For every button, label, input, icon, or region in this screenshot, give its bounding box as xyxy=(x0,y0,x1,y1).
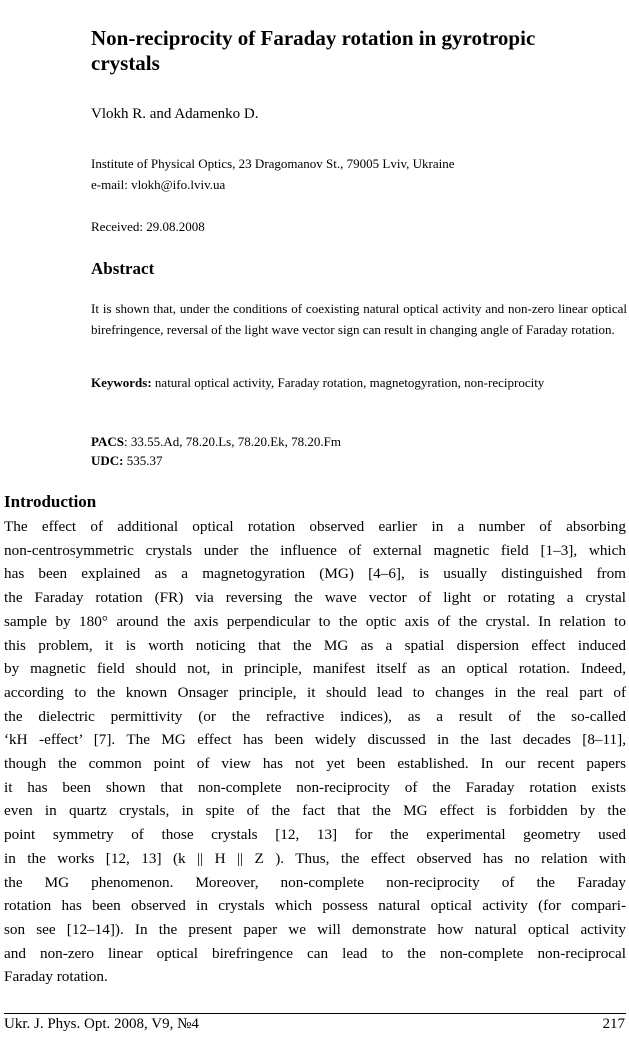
keywords-text: natural optical activity, Faraday rotation, magnetogyration, non-reciprocity xyxy=(151,375,545,390)
intro-line: the dielectric permittivity (or the refractive indices), as a result of the so-called xyxy=(4,707,626,725)
intro-line: by magnetic field should not, in principle, manifest itself as an optical rotation. Indeed, xyxy=(4,660,626,678)
intro-line: has been explained as a magnetogyration (MG) [4–6], is usually distinguished from xyxy=(4,565,626,583)
journal-citation: Ukr. J. Phys. Opt. 2008, V9, №4 xyxy=(4,1016,199,1032)
classification-block xyxy=(91,432,341,470)
affiliation: Institute of Physical Optics, 23 Dragomanov St., 79005 Lviv, Ukraine xyxy=(91,156,455,171)
intro-line: even in quartz crystals, in spite of the fact that the MG effect is forbidden by the xyxy=(4,802,626,820)
pacs-label: PACS xyxy=(91,434,124,449)
keywords xyxy=(91,373,627,393)
intro-line: point symmetry of those crystals [12, 13] for the experimental geometry used xyxy=(4,826,626,844)
intro-line: Faraday rotation. xyxy=(4,968,108,986)
paper-title: Non-reciprocity of Faraday rotation in gyrotropic crystals xyxy=(91,26,536,75)
intro-line: son see [12–14]). In the present paper we will demonstrate how natural optical activity xyxy=(4,920,626,938)
udc-label: UDC: xyxy=(91,453,124,468)
udc-text: 535.37 xyxy=(123,453,163,468)
udc-line xyxy=(91,451,341,470)
page-number: 217 xyxy=(602,1016,625,1032)
affiliation-block xyxy=(91,153,454,195)
intro-line: though the common point of view has not yet been established. In our recent papers xyxy=(4,755,626,773)
received-date: Received: 29.08.2008 xyxy=(91,219,205,234)
abstract-heading: Abstract xyxy=(91,259,155,278)
intro-line: ‘kH -effect’ [7]. The MG effect has been widely discussed in the last decades [8–11], xyxy=(4,731,626,749)
footer-divider xyxy=(4,1013,626,1014)
intro-line: this problem, it is worth noticing that the MG as a spatial dispersion effect induced xyxy=(4,636,626,654)
authors: Vlokh R. and Adamenko D. xyxy=(91,106,259,122)
intro-line: the MG phenomenon. Moreover, non-complete non-reciprocity of the Faraday xyxy=(4,873,626,891)
intro-line: rotation has been observed in crystals which possess natural optical activity (for compari- xyxy=(4,897,626,915)
intro-line: sample by 180° around the axis perpendicular to the optic axis of the crystal. In relation to xyxy=(4,612,626,630)
pacs-text: : 33.55.Ad, 78.20.Ls, 78.20.Ek, 78.20.Fm xyxy=(123,434,342,449)
introduction-heading: Introduction xyxy=(4,492,97,511)
intro-line: and non-zero linear optical birefringence can lead to the non-complete non-reciprocal xyxy=(4,944,626,962)
intro-line: according to the known Onsager principle, it should lead to changes in the real part of xyxy=(4,683,626,701)
abstract-text: It is shown that, under the conditions of coexisting natural optical activity and non-zero linear optical birefringence, reversal of the light wave vector sign can result in changing angle of Faraday rotation. xyxy=(91,301,627,337)
intro-line: non-centrosymmetric crystals under the influence of external magnetic field [1–3], which xyxy=(4,541,626,559)
intro-line: The effect of additional optical rotation observed earlier in a number of absorbing xyxy=(4,518,626,535)
introduction-body xyxy=(4,515,626,989)
intro-line: in the works [12, 13] (k || H || Z ). Thus, the effect observed has no relation with xyxy=(4,849,626,867)
email: e-mail: vlokh@ifo.lviv.ua xyxy=(91,177,226,192)
intro-line: it has been shown that non-complete non-reciprocity of the Faraday rotation exists xyxy=(4,778,626,796)
keywords-label: Keywords: xyxy=(91,375,152,390)
pacs-line xyxy=(91,432,341,451)
intro-line: the Faraday rotation (FR) via reversing the wave vector of light or rotating a crystal xyxy=(4,589,626,607)
